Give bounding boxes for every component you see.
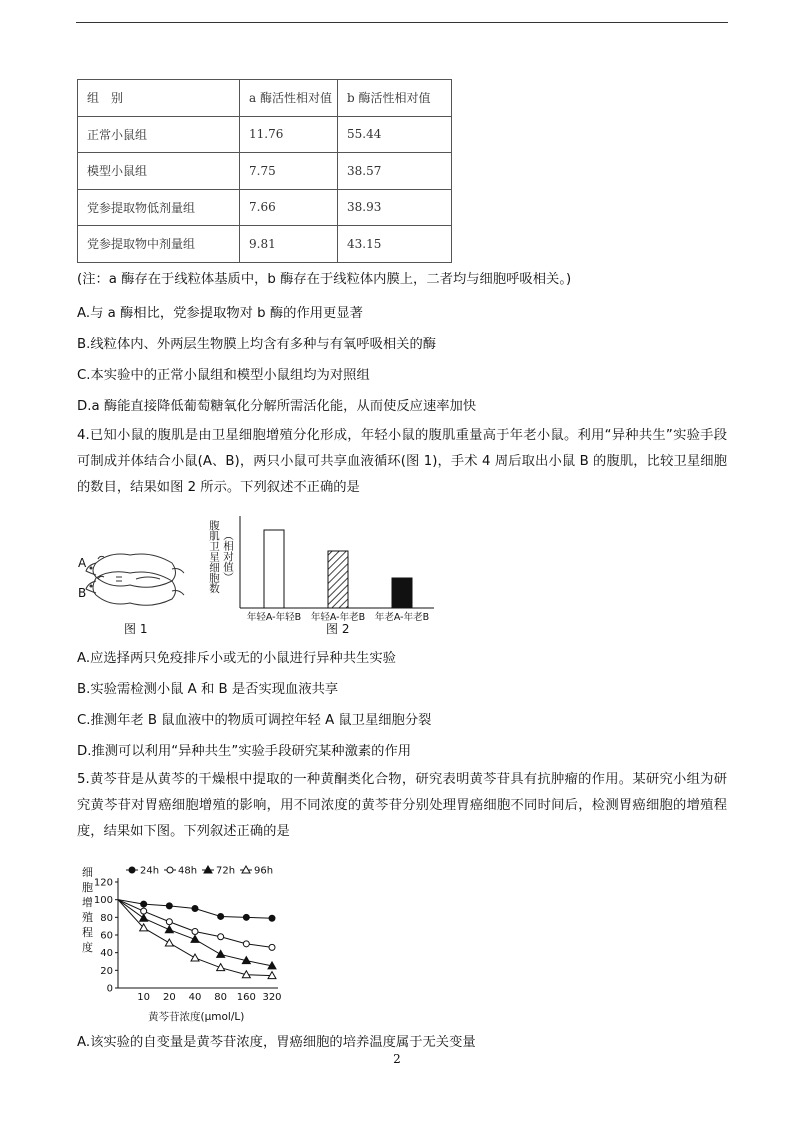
q4-option-c: C.推测年老 B 鼠血液中的物质可调控年轻 A 鼠卫星细胞分裂 [77, 713, 432, 728]
bar-category-label: 年轻A-年轻B [246, 612, 302, 623]
bar-category-label: 年老A-年老B [374, 612, 430, 623]
legend-label: 72h [216, 865, 236, 877]
data-point-24h [192, 906, 198, 912]
data-point-72h [191, 935, 199, 942]
table-cell: 7.66 [240, 189, 338, 226]
fig1-label-b: B [78, 586, 87, 600]
legend-marker [129, 867, 135, 873]
data-point-48h [192, 928, 198, 934]
data-point-24h [166, 903, 172, 909]
table-cell: 55.44 [338, 116, 452, 153]
x-tick-label: 40 [188, 992, 202, 1003]
y-tick-label: 80 [100, 912, 113, 924]
q4-option-d: D.推测可以利用“异种共生”实验手段研究某种激素的作用 [77, 744, 412, 759]
fig2-ylabel-line1: 腹肌卫星细胞数 [208, 520, 220, 594]
q3-option-d: D.a 酶能直接降低葡萄糖氧化分解所需活化能，从而使反应速率加快 [77, 399, 477, 414]
ylabel-char: 胞 [82, 881, 93, 894]
data-point-96h [165, 939, 173, 946]
fig2-caption: 图 2 [326, 622, 350, 636]
table-cell: 7.75 [240, 153, 338, 190]
page-number: 2 [393, 1052, 401, 1066]
header-rule [76, 22, 728, 23]
table-row [78, 116, 452, 153]
bar-white [264, 530, 284, 608]
fig3-xlabel: 黄芩苷浓度(μmol/L) [148, 1011, 245, 1023]
ylabel-char: 增 [82, 896, 93, 909]
q3-option-a: A.与 a 酶相比，党参提取物对 b 酶的作用更显著 [77, 306, 363, 321]
data-point-72h [217, 950, 225, 957]
bar-hatched [328, 551, 348, 608]
ylabel-char: 程 [82, 926, 93, 939]
data-point-24h [269, 915, 275, 921]
q4-stem: 4.已知小鼠的腹肌是由卫星细胞增殖分化形成，年轻小鼠的腹肌重量高于年老小鼠。利用“异种共生”实验手段可制成并体结合小鼠(A、B)，两只小鼠可共享血液循环(图 1)，手术 4 周后取出小鼠 B 的腹肌，比较卫星细胞的数目，结果如图 2 所示。下列叙述不正确的是 [77, 428, 727, 495]
legend-label: 24h [140, 865, 160, 877]
table-cell: 党参提取物低剂量组 [78, 189, 240, 226]
data-point-48h [166, 919, 172, 925]
data-point-48h [269, 944, 275, 950]
data-point-48h [243, 941, 249, 947]
table-header-row [78, 80, 452, 117]
figure-2-bar-chart [208, 512, 438, 636]
table-cell: 38.93 [338, 189, 452, 226]
table-row [78, 189, 452, 226]
legend-marker [167, 867, 173, 873]
data-point-24h [141, 901, 147, 907]
table-cell: 38.57 [338, 153, 452, 190]
y-tick-label: 20 [100, 965, 113, 977]
y-tick-label: 40 [100, 948, 113, 960]
enzyme-activity-table [77, 79, 452, 263]
x-tick-label: 10 [137, 992, 151, 1003]
table-cell: 11.76 [240, 116, 338, 153]
table-row [78, 153, 452, 190]
fig1-caption: 图 1 [124, 622, 148, 636]
y-tick-label: 120 [93, 877, 113, 889]
y-tick-label: 100 [93, 895, 113, 907]
x-tick-label: 80 [214, 992, 228, 1003]
x-tick-label: 20 [162, 992, 176, 1003]
q5-stem: 5.黄芩苷是从黄芩的干燥根中提取的一种黄酮类化合物，研究表明黄芩苷具有抗肿瘤的作用。某研究小组为研究黄芩苷对胃癌细胞增殖的影响，用不同浓度的黄芩苷分别处理胃癌细胞不同时间后，检测胃癌细胞的增殖程度，结果如下图。下列叙述正确的是 [77, 772, 727, 839]
x-tick-label: 160 [236, 992, 256, 1003]
table-cell: 模型小鼠组 [78, 153, 240, 190]
data-point-72h [165, 926, 173, 933]
q3-note: (注：a 酶存在于线粒体基质中，b 酶存在于线粒体内膜上，二者均与细胞呼吸相关。) [77, 272, 572, 287]
legend-label: 48h [178, 865, 198, 877]
x-tick-label: 320 [262, 992, 282, 1003]
y-tick-label: 0 [106, 983, 113, 995]
table-row [78, 226, 452, 263]
bar-black [392, 578, 412, 608]
q4-option-a: A.应选择两只免疫排斥小或无的小鼠进行异种共生实验 [77, 651, 396, 666]
table-header-cell: b 酶活性相对值 [338, 80, 452, 117]
data-point-24h [218, 913, 224, 919]
ylabel-char: 殖 [82, 911, 93, 924]
table-cell: 9.81 [240, 226, 338, 263]
table-cell: 正常小鼠组 [78, 116, 240, 153]
q3-option-c: C.本实验中的正常小鼠组和模型小鼠组均为对照组 [77, 368, 370, 383]
table-cell: 43.15 [338, 226, 452, 263]
bar-category-label: 年轻A-年老B [310, 612, 366, 623]
q4-option-b: B.实验需检测小鼠 A 和 B 是否实现血液共享 [77, 682, 339, 697]
data-point-72h [140, 914, 148, 921]
ylabel-char: 度 [82, 941, 93, 954]
table-header-cell: 组 别 [78, 80, 240, 117]
data-point-48h [218, 934, 224, 940]
table-header-cell: a 酶活性相对值 [240, 80, 338, 117]
q5-option-a: A.该实验的自变量是黄芩苷浓度，胃癌细胞的培养温度属于无关变量 [77, 1035, 476, 1050]
data-point-96h [191, 954, 199, 961]
q3-option-b: B.线粒体内、外两层生物膜上均含有多种与有氧呼吸相关的酶 [77, 337, 437, 352]
legend-label: 96h [254, 865, 274, 877]
figure-q5-line-chart [76, 862, 286, 1024]
data-point-96h [217, 964, 225, 971]
y-tick-label: 60 [100, 930, 113, 942]
ylabel-char: 细 [82, 866, 93, 879]
fig1-label-a: A [78, 556, 87, 570]
table-cell: 党参提取物中剂量组 [78, 226, 240, 263]
fig2-ylabel-line2: （相对值） [222, 530, 234, 583]
figure-1-parabiosis-mice [76, 535, 196, 640]
data-point-24h [243, 914, 249, 920]
